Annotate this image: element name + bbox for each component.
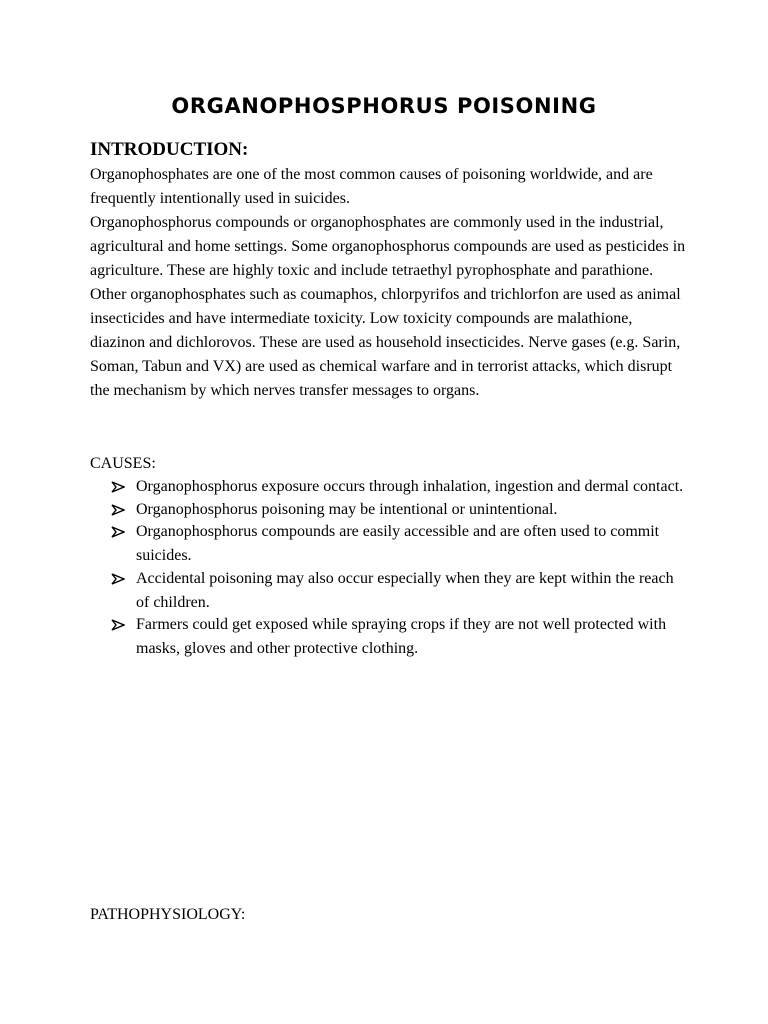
arrowhead-bullet-icon — [110, 567, 126, 591]
introduction-heading: INTRODUCTION: — [90, 139, 249, 160]
arrowhead-bullet-icon — [110, 498, 126, 522]
arrowhead-bullet-icon — [110, 520, 126, 544]
list-item-text: Organophosphorus exposure occurs through inhalation, ingestion and dermal contact. — [136, 478, 684, 495]
pathophysiology-heading: PATHOPHYSIOLOGY: — [90, 906, 246, 923]
list-item — [110, 498, 690, 522]
list-item — [110, 520, 690, 568]
causes-list — [110, 475, 690, 660]
arrowhead-bullet-icon — [110, 475, 126, 499]
causes-heading: CAUSES: — [90, 455, 156, 472]
document-title: ORGANOPHOSPHORUS POISONING — [171, 94, 597, 118]
list-item — [110, 567, 690, 615]
list-item-text: Organophosphorus compounds are easily accessible and are often used to commit suicides. — [136, 523, 660, 564]
introduction-paragraph-1: Organophosphates are one of the most common causes of poisoning worldwide, and are frequently intentionally used in suicides. — [90, 166, 653, 207]
list-item — [110, 613, 690, 661]
list-item — [110, 475, 690, 499]
list-item-text: Organophosphorus poisoning may be intentional or unintentional. — [136, 500, 558, 518]
introduction-paragraph-2: Organophosphorus compounds or organophosphates are commonly used in the industrial, agricultural and home settings. Some organophosphorus compounds are used as pesticides in agriculture. These are highly toxic and include tetraethyl pyrophosphate and parathione. Other organophosphates such as coumaphos, chlorpyrifos and trichlorfon are used as animal insecticides and have intermediate toxicity. Low toxicity compounds are malathione, diazinon and dichlorovos. These are used as household insecticides. Nerve gases (e.g. Sarin, Soman, Tabun and VX) are used as chemical warfare and in terrorist attacks, which disrupt the mechanism by which nerves transfer messages to organs. — [90, 214, 686, 399]
arrowhead-bullet-icon — [110, 613, 126, 637]
list-item-text: Farmers could get exposed while spraying crops if they are not well protected with masks, gloves and other protective clothing. — [136, 616, 667, 657]
list-item-text: Accidental poisoning may also occur especially when they are kept within the reach of children. — [136, 569, 674, 611]
